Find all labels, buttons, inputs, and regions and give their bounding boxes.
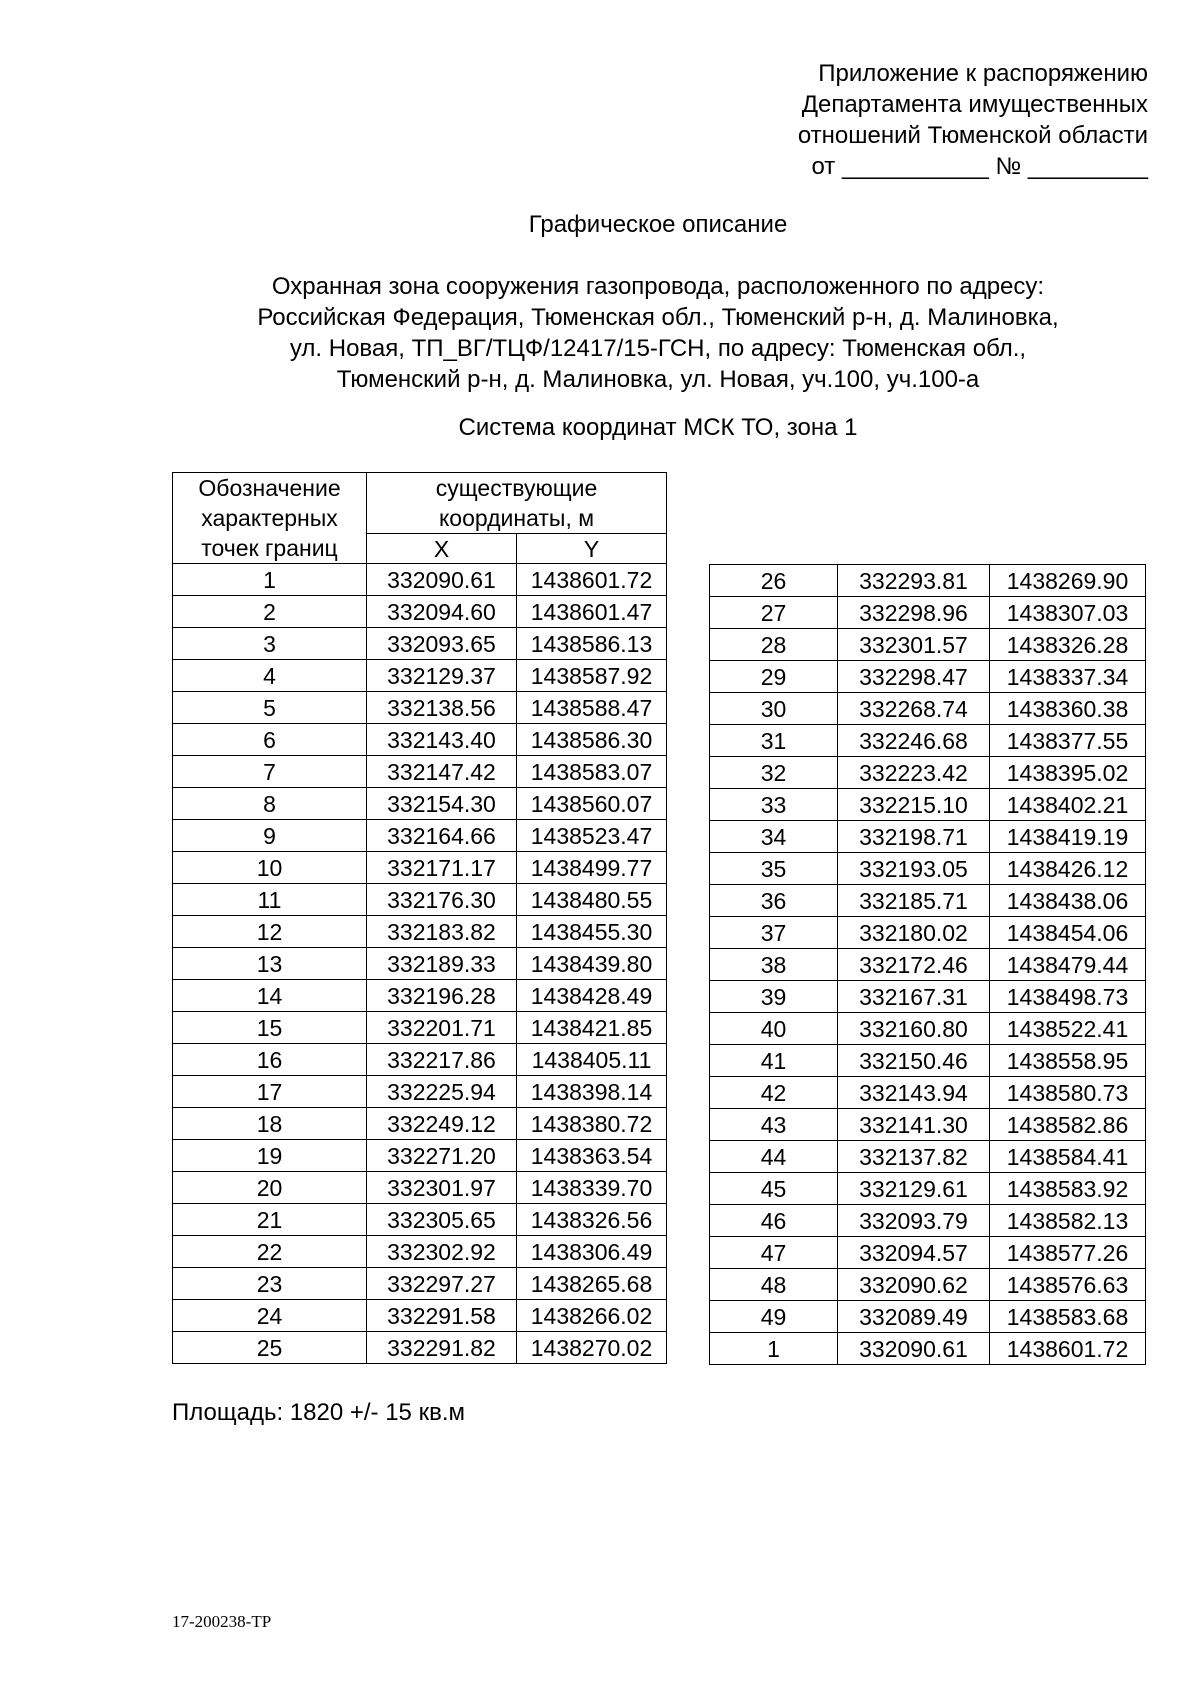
point-number-cell: 29 (710, 661, 838, 693)
table-row (173, 564, 667, 596)
x-coordinate-cell: 332223.42 (838, 757, 990, 789)
point-number-cell: 43 (710, 1109, 838, 1141)
point-number-cell: 1 (173, 564, 367, 596)
point-number-cell: 10 (173, 852, 367, 884)
x-coordinate-cell: 332198.71 (838, 821, 990, 853)
table-row (173, 884, 667, 916)
y-coordinate-cell: 1438523.47 (517, 820, 667, 852)
table-row (173, 852, 667, 884)
x-coordinate-cell: 332291.58 (367, 1300, 517, 1332)
point-number-cell: 3 (173, 628, 367, 660)
header-designation-line: характерных (201, 505, 338, 531)
table-row (173, 1300, 667, 1332)
y-coordinate-cell: 1438580.73 (990, 1077, 1146, 1109)
x-coordinate-cell: 332225.94 (367, 1076, 517, 1108)
point-number-cell: 16 (173, 1044, 367, 1076)
point-number-cell: 44 (710, 1141, 838, 1173)
table-row (173, 1044, 667, 1076)
x-coordinate-cell: 332094.57 (838, 1237, 990, 1269)
x-coordinate-cell: 332154.30 (367, 788, 517, 820)
appendix-line: Приложение к распоряжению (818, 60, 1148, 87)
x-coordinate-cell: 332167.31 (838, 981, 990, 1013)
table-row (710, 725, 1146, 757)
point-number-cell: 4 (173, 660, 367, 692)
y-coordinate-cell: 1438584.41 (990, 1141, 1146, 1173)
point-number-cell: 11 (173, 884, 367, 916)
table-row (173, 980, 667, 1012)
x-coordinate-cell: 332176.30 (367, 884, 517, 916)
point-number-cell: 25 (173, 1332, 367, 1364)
x-coordinate-cell: 332217.86 (367, 1044, 517, 1076)
point-number-cell: 15 (173, 1012, 367, 1044)
y-coordinate-cell: 1438269.90 (990, 565, 1146, 597)
table-row (173, 1108, 667, 1140)
table-row (173, 788, 667, 820)
point-number-cell: 41 (710, 1045, 838, 1077)
point-number-cell: 36 (710, 885, 838, 917)
zone-description-line: ул. Новая, ТП_ВГ/ТЦФ/12417/15-ГСН, по адресу: Тюменская обл., (289, 335, 1027, 362)
y-coordinate-cell: 1438402.21 (990, 789, 1146, 821)
y-coordinate-cell: 1438586.30 (517, 724, 667, 756)
y-coordinate-cell: 1438438.06 (990, 885, 1146, 917)
point-number-cell: 31 (710, 725, 838, 757)
y-coordinate-cell: 1438601.47 (517, 596, 667, 628)
point-number-cell: 5 (173, 692, 367, 724)
point-number-cell: 21 (173, 1204, 367, 1236)
appendix-line: от ___________ № _________ (811, 153, 1148, 180)
x-coordinate-cell: 332249.12 (367, 1108, 517, 1140)
x-coordinate-cell: 332093.65 (367, 628, 517, 660)
header-designation-line: точек границ (201, 535, 338, 561)
coordinate-system: Система координат МСК ТО, зона 1 (458, 414, 858, 441)
x-coordinate-cell: 332180.02 (838, 917, 990, 949)
x-coordinate-cell: 332094.60 (367, 596, 517, 628)
table-row (710, 917, 1146, 949)
table-row (173, 1140, 667, 1172)
appendix-header (798, 58, 1148, 182)
y-coordinate-cell: 1438583.07 (517, 756, 667, 788)
y-coordinate-cell: 1438601.72 (517, 564, 667, 596)
table-row (710, 693, 1146, 725)
point-number-cell: 30 (710, 693, 838, 725)
table-row (173, 1204, 667, 1236)
y-coordinate-cell: 1438582.86 (990, 1109, 1146, 1141)
header-coordinates-line: координаты, м (438, 505, 595, 531)
y-coordinate-cell: 1438454.06 (990, 917, 1146, 949)
table-body-left (173, 564, 667, 1364)
point-number-cell: 9 (173, 820, 367, 852)
y-coordinate-cell: 1438419.19 (990, 821, 1146, 853)
y-coordinate-cell: 1438377.55 (990, 725, 1146, 757)
x-coordinate-cell: 332271.20 (367, 1140, 517, 1172)
table-row (173, 1076, 667, 1108)
table-row (710, 981, 1146, 1013)
x-coordinate-cell: 332138.56 (367, 692, 517, 724)
x-coordinate-cell: 332268.74 (838, 693, 990, 725)
table-row (710, 1269, 1146, 1301)
x-coordinate-cell: 332093.79 (838, 1205, 990, 1237)
x-coordinate-cell: 332143.94 (838, 1077, 990, 1109)
y-coordinate-cell: 1438582.13 (990, 1205, 1146, 1237)
y-coordinate-cell: 1438583.92 (990, 1173, 1146, 1205)
y-coordinate-cell: 1438326.28 (990, 629, 1146, 661)
table-row (173, 660, 667, 692)
x-coordinate-cell: 332090.61 (838, 1333, 990, 1365)
x-coordinate-cell: 332129.61 (838, 1173, 990, 1205)
appendix-line: отношений Тюменской области (797, 122, 1148, 149)
table-row (173, 756, 667, 788)
table-row (173, 1332, 667, 1364)
y-coordinate-cell: 1438337.34 (990, 661, 1146, 693)
x-coordinate-cell: 332172.46 (838, 949, 990, 981)
x-coordinate-cell: 332171.17 (367, 852, 517, 884)
x-coordinate-cell: 332301.57 (838, 629, 990, 661)
y-coordinate-cell: 1438498.73 (990, 981, 1146, 1013)
point-number-cell: 8 (173, 788, 367, 820)
point-number-cell: 7 (173, 756, 367, 788)
x-coordinate-cell: 332196.28 (367, 980, 517, 1012)
table-body-right (710, 565, 1146, 1365)
appendix-line: Департамента имущественных (801, 91, 1148, 118)
point-number-cell: 14 (173, 980, 367, 1012)
coordinates-table-left (172, 472, 667, 1364)
x-coordinate-cell: 332193.05 (838, 853, 990, 885)
y-coordinate-cell: 1438558.95 (990, 1045, 1146, 1077)
y-coordinate-cell: 1438577.26 (990, 1237, 1146, 1269)
table-row (710, 1077, 1146, 1109)
y-coordinate-cell: 1438363.54 (517, 1140, 667, 1172)
y-coordinate-cell: 1438480.55 (517, 884, 667, 916)
y-coordinate-cell: 1438601.72 (990, 1333, 1146, 1365)
y-coordinate-cell: 1438588.47 (517, 692, 667, 724)
x-coordinate-cell: 332298.47 (838, 661, 990, 693)
table-row (710, 661, 1146, 693)
table-header-row (173, 473, 667, 534)
x-coordinate-cell: 332189.33 (367, 948, 517, 980)
x-coordinate-cell: 332301.97 (367, 1172, 517, 1204)
y-coordinate-cell: 1438360.38 (990, 693, 1146, 725)
y-coordinate-cell: 1438339.70 (517, 1172, 667, 1204)
table-row (173, 1012, 667, 1044)
y-coordinate-cell: 1438326.56 (517, 1204, 667, 1236)
y-coordinate-cell: 1438380.72 (517, 1108, 667, 1140)
table-row (710, 821, 1146, 853)
y-coordinate-cell: 1438306.49 (517, 1236, 667, 1268)
point-number-cell: 17 (173, 1076, 367, 1108)
point-number-cell: 20 (173, 1172, 367, 1204)
table-row (710, 789, 1146, 821)
point-number-cell: 32 (710, 757, 838, 789)
zone-description-line: Российская Федерация, Тюменская обл., Тюменский р-н, д. Малиновка, (257, 304, 1059, 331)
point-number-cell: 2 (173, 596, 367, 628)
table-row (710, 597, 1146, 629)
x-coordinate-cell: 332137.82 (838, 1141, 990, 1173)
y-coordinate-cell: 1438307.03 (990, 597, 1146, 629)
footer-code: 17-200238-ТР (172, 1612, 272, 1631)
y-coordinate-cell: 1438479.44 (990, 949, 1146, 981)
table-row (710, 1333, 1146, 1365)
point-number-cell: 40 (710, 1013, 838, 1045)
table-row (710, 1237, 1146, 1269)
y-coordinate-cell: 1438455.30 (517, 916, 667, 948)
point-number-cell: 37 (710, 917, 838, 949)
zone-description (0, 271, 1200, 395)
table-row (710, 853, 1146, 885)
x-coordinate-cell: 332141.30 (838, 1109, 990, 1141)
point-number-cell: 12 (173, 916, 367, 948)
x-coordinate-cell: 332183.82 (367, 916, 517, 948)
y-coordinate-cell: 1438576.63 (990, 1269, 1146, 1301)
y-coordinate-cell: 1438265.68 (517, 1268, 667, 1300)
x-coordinate-cell: 332090.61 (367, 564, 517, 596)
point-number-cell: 28 (710, 629, 838, 661)
table-row (710, 1141, 1146, 1173)
table-row (710, 1045, 1146, 1077)
table-row (710, 1109, 1146, 1141)
table-row (710, 949, 1146, 981)
x-coordinate-cell: 332201.71 (367, 1012, 517, 1044)
x-coordinate-cell: 332164.66 (367, 820, 517, 852)
x-coordinate-cell: 332150.46 (838, 1045, 990, 1077)
y-coordinate-cell: 1438405.11 (517, 1044, 667, 1076)
header-x: X (367, 534, 517, 564)
point-number-cell: 47 (710, 1237, 838, 1269)
zone-description-line: Тюменский р-н, д. Малиновка, ул. Новая, уч.100, уч.100-а (336, 366, 980, 393)
y-coordinate-cell: 1438398.14 (517, 1076, 667, 1108)
header-y: Y (517, 534, 667, 564)
y-coordinate-cell: 1438522.41 (990, 1013, 1146, 1045)
point-number-cell: 46 (710, 1205, 838, 1237)
x-coordinate-cell: 332090.62 (838, 1269, 990, 1301)
table-row (173, 692, 667, 724)
point-number-cell: 49 (710, 1301, 838, 1333)
y-coordinate-cell: 1438395.02 (990, 757, 1146, 789)
point-number-cell: 26 (710, 565, 838, 597)
point-number-cell: 33 (710, 789, 838, 821)
document-title: Графическое описание (528, 211, 788, 238)
x-coordinate-cell: 332297.27 (367, 1268, 517, 1300)
header-designation-line: Обозначение (198, 475, 341, 501)
table-row (710, 1205, 1146, 1237)
point-number-cell: 35 (710, 853, 838, 885)
table-row (173, 724, 667, 756)
area-text: Площадь: 1820 +/- 15 кв.м (172, 1399, 465, 1426)
y-coordinate-cell: 1438587.92 (517, 660, 667, 692)
point-number-cell: 1 (710, 1333, 838, 1365)
x-coordinate-cell: 332246.68 (838, 725, 990, 757)
table-row (173, 628, 667, 660)
x-coordinate-cell: 332185.71 (838, 885, 990, 917)
y-coordinate-cell: 1438439.80 (517, 948, 667, 980)
point-number-cell: 39 (710, 981, 838, 1013)
table-row (173, 1268, 667, 1300)
table-row (710, 629, 1146, 661)
header-coordinates (367, 473, 667, 534)
y-coordinate-cell: 1438428.49 (517, 980, 667, 1012)
table-row (173, 1172, 667, 1204)
table-row (173, 820, 667, 852)
point-number-cell: 42 (710, 1077, 838, 1109)
y-coordinate-cell: 1438270.02 (517, 1332, 667, 1364)
point-number-cell: 19 (173, 1140, 367, 1172)
y-coordinate-cell: 1438583.68 (990, 1301, 1146, 1333)
x-coordinate-cell: 332293.81 (838, 565, 990, 597)
point-number-cell: 48 (710, 1269, 838, 1301)
y-coordinate-cell: 1438560.07 (517, 788, 667, 820)
x-coordinate-cell: 332298.96 (838, 597, 990, 629)
table-row (710, 1013, 1146, 1045)
table-row (173, 916, 667, 948)
coordinates-table-right (709, 564, 1146, 1365)
table-row (173, 596, 667, 628)
y-coordinate-cell: 1438421.85 (517, 1012, 667, 1044)
point-number-cell: 34 (710, 821, 838, 853)
x-coordinate-cell: 332215.10 (838, 789, 990, 821)
table-row (710, 565, 1146, 597)
table-row (173, 948, 667, 980)
x-coordinate-cell: 332147.42 (367, 756, 517, 788)
point-number-cell: 13 (173, 948, 367, 980)
point-number-cell: 45 (710, 1173, 838, 1205)
x-coordinate-cell: 332143.40 (367, 724, 517, 756)
zone-description-line: Охранная зона сооружения газопровода, расположенного по адресу: (271, 273, 1045, 300)
y-coordinate-cell: 1438266.02 (517, 1300, 667, 1332)
x-coordinate-cell: 332302.92 (367, 1236, 517, 1268)
x-coordinate-cell: 332129.37 (367, 660, 517, 692)
point-number-cell: 6 (173, 724, 367, 756)
y-coordinate-cell: 1438499.77 (517, 852, 667, 884)
table-row (710, 885, 1146, 917)
point-number-cell: 27 (710, 597, 838, 629)
table-row (710, 1173, 1146, 1205)
point-number-cell: 22 (173, 1236, 367, 1268)
point-number-cell: 24 (173, 1300, 367, 1332)
x-coordinate-cell: 332305.65 (367, 1204, 517, 1236)
table-row (710, 757, 1146, 789)
point-number-cell: 38 (710, 949, 838, 981)
x-coordinate-cell: 332291.82 (367, 1332, 517, 1364)
table-row (710, 1301, 1146, 1333)
x-coordinate-cell: 332160.80 (838, 1013, 990, 1045)
header-coordinates-line: существующие (435, 475, 598, 501)
x-coordinate-cell: 332089.49 (838, 1301, 990, 1333)
point-number-cell: 23 (173, 1268, 367, 1300)
table-row (173, 1236, 667, 1268)
header-designation (173, 473, 367, 564)
point-number-cell: 18 (173, 1108, 367, 1140)
y-coordinate-cell: 1438586.13 (517, 628, 667, 660)
y-coordinate-cell: 1438426.12 (990, 853, 1146, 885)
